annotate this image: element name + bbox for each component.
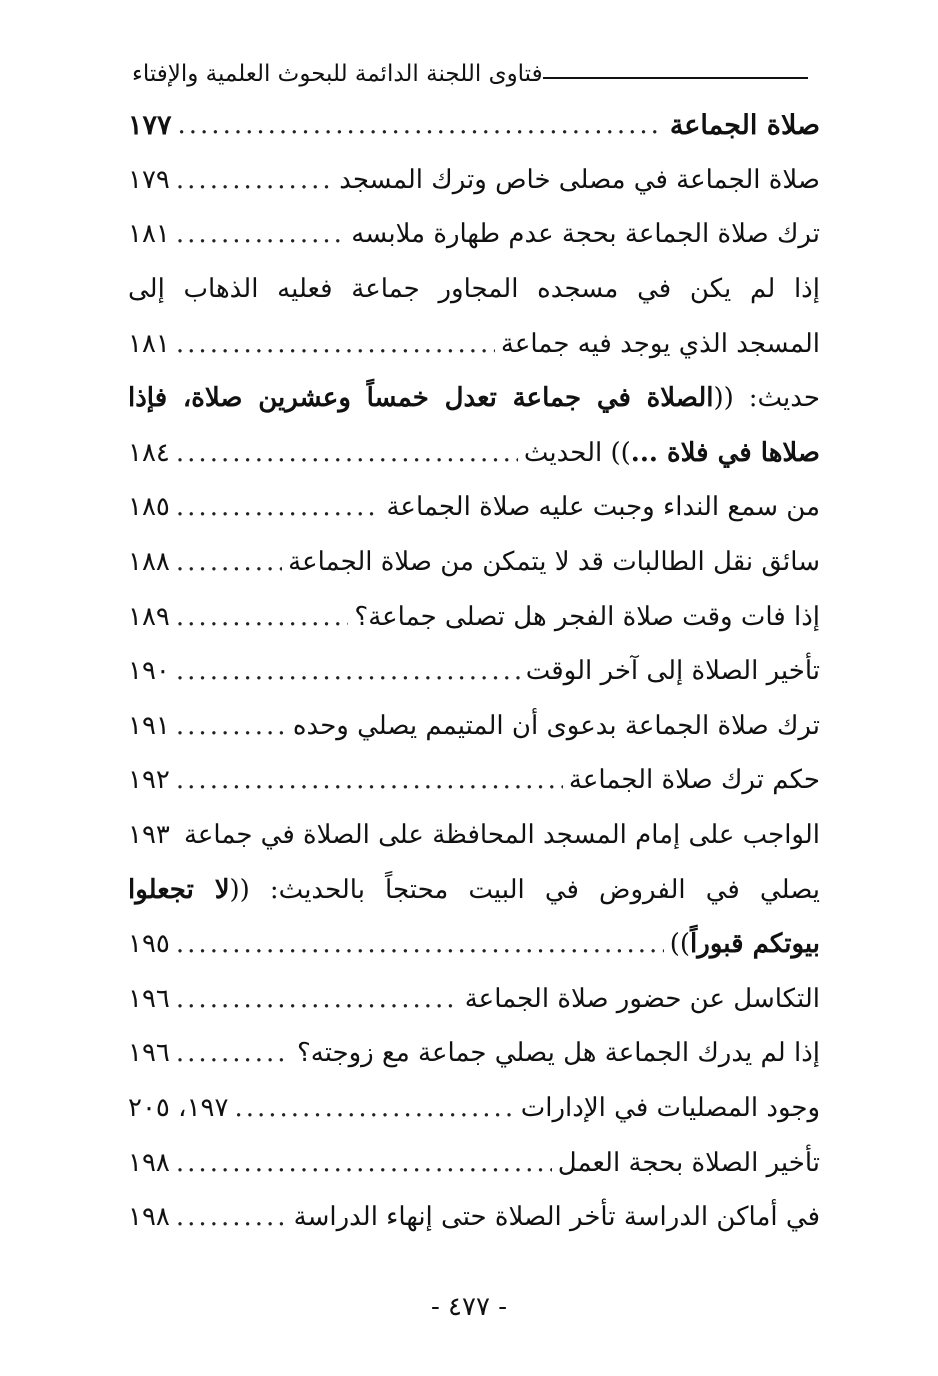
hadith-text: الصلاة في جماعة تعدل خمساً وعشرين صلاة، فإذا xyxy=(128,383,714,414)
entry-page: ١٧٩ xyxy=(128,164,170,195)
entry-prefix: حديث: (( xyxy=(713,383,820,414)
toc-entry xyxy=(128,535,820,590)
entry-suffix: )) xyxy=(669,929,691,960)
entry-page: ١٨١ xyxy=(128,219,170,250)
dot-leader xyxy=(176,494,381,520)
entry-page: ١٩٥ xyxy=(128,929,170,960)
dot-leader xyxy=(176,713,287,739)
entry-page: ١٨٨ xyxy=(128,547,170,578)
dot-leader xyxy=(176,931,664,957)
entry-title: الواجب على إمام المسجد المحافظة على الصلاة في جماعة xyxy=(183,820,820,851)
entry-page: ١٩٣ xyxy=(128,820,170,851)
entry-title: ترك صلاة الجماعة بحجة عدم طهارة ملابسه xyxy=(351,219,820,250)
toc-entry xyxy=(128,808,820,863)
dot-leader xyxy=(176,767,563,793)
entry-title: في أماكن الدراسة تأخر الصلاة حتى إنهاء الدراسة xyxy=(293,1202,820,1233)
hadith-text: صلاها في فلاة ... xyxy=(630,437,820,468)
toc-entry xyxy=(128,426,820,481)
dot-leader xyxy=(176,986,459,1012)
toc-entry xyxy=(128,644,820,699)
dot-leader xyxy=(176,822,178,848)
entry-page: ١٩٠ xyxy=(128,656,170,687)
entry-page: ١٨٩ xyxy=(128,601,170,632)
dot-leader xyxy=(176,1150,552,1176)
entry-page: ١٨٥ xyxy=(128,492,170,523)
toc-entry xyxy=(128,972,820,1027)
entry-page: ١٩١ xyxy=(128,710,170,741)
toc-entry xyxy=(128,589,820,644)
entry-title: صلاة الجماعة xyxy=(669,109,820,141)
dot-leader xyxy=(178,112,664,138)
entry-page: ١٩٨ xyxy=(128,1147,170,1178)
entry-title xyxy=(669,929,820,960)
toc-entry xyxy=(128,153,820,208)
entry-title: حكم ترك صلاة الجماعة xyxy=(568,765,820,796)
entry-title xyxy=(128,874,820,905)
toc-entry-wrapped-line xyxy=(128,371,820,426)
entry-page: ١٩٦ xyxy=(128,983,170,1014)
dot-leader xyxy=(176,167,333,193)
dot-leader xyxy=(176,1040,291,1066)
entry-title: وجود المصليات في الإدارات xyxy=(520,1092,820,1123)
toc-entry xyxy=(128,480,820,535)
entry-page: ١٩٢ xyxy=(128,765,170,796)
entry-title: صلاة الجماعة في مصلى خاص وترك المسجد xyxy=(339,164,820,195)
dot-leader xyxy=(176,440,518,466)
entry-prefix: يصلي في الفروض في البيت محتجاً بالحديث: (( xyxy=(229,874,820,905)
entry-title: تأخير الصلاة إلى آخر الوقت xyxy=(525,656,820,687)
entry-title: ترك صلاة الجماعة بدعوى أن المتيمم يصلي وحده xyxy=(292,710,820,741)
toc-entry xyxy=(128,1026,820,1081)
running-header xyxy=(132,54,818,94)
toc-section-heading xyxy=(128,98,820,153)
dot-leader xyxy=(234,1095,514,1121)
dot-leader xyxy=(176,658,520,684)
book-title: فتاوى اللجنة الدائمة للبحوث العلمية والإفتاء xyxy=(132,61,543,87)
entry-suffix: )) الحديث xyxy=(523,437,631,468)
dot-leader xyxy=(176,549,282,575)
entry-title xyxy=(128,383,820,414)
page-number: - ٤٧٧ - xyxy=(430,1292,508,1322)
toc-entry xyxy=(128,1081,820,1136)
toc-entry xyxy=(128,699,820,754)
entry-page: ١٨٤ xyxy=(128,437,170,468)
table-of-contents xyxy=(128,98,820,1244)
toc-entry xyxy=(128,917,820,972)
entry-title xyxy=(523,437,820,468)
toc-entry xyxy=(128,316,820,371)
toc-entry xyxy=(128,1190,820,1245)
entry-title: سائق نقل الطالبات قد لا يتمكن من صلاة الجماعة xyxy=(288,547,820,578)
entry-title: من سمع النداء وجبت عليه صلاة الجماعة xyxy=(386,492,820,523)
dot-leader xyxy=(176,604,348,630)
entry-title: إذا لم يكن في مسجده المجاور جماعة فعليه الذهاب إلى xyxy=(128,274,820,305)
entry-page: ١٧٧ xyxy=(128,109,172,141)
entry-page: ١٨١ xyxy=(128,328,170,359)
toc-entry-wrapped-line xyxy=(128,862,820,917)
entry-title: المسجد الذي يوجد فيه جماعة xyxy=(500,328,820,359)
hadith-text: بيوتكم قبوراً xyxy=(690,929,820,960)
dot-leader xyxy=(176,221,345,247)
hadith-text: لا تجعلوا xyxy=(128,874,230,905)
toc-entry xyxy=(128,753,820,808)
toc-entry xyxy=(128,207,820,262)
entry-page: ١٩٦ xyxy=(128,1038,170,1069)
entry-page: ١٩٧، ٢٠٥ xyxy=(128,1092,229,1123)
entry-title: إذا لم يدرك الجماعة هل يصلي جماعة مع زوجته؟ xyxy=(296,1038,820,1069)
header-rule xyxy=(543,77,808,79)
toc-entry-wrapped-line xyxy=(128,262,820,317)
entry-page: ١٩٨ xyxy=(128,1202,170,1233)
toc-entry xyxy=(128,1135,820,1190)
entry-title: تأخير الصلاة بحجة العمل xyxy=(557,1147,820,1178)
dot-leader xyxy=(176,1204,288,1230)
entry-title: التكاسل عن حضور صلاة الجماعة xyxy=(464,983,820,1014)
dot-leader xyxy=(176,331,495,357)
entry-title: إذا فات وقت صلاة الفجر هل تصلى جماعة؟ xyxy=(354,601,820,632)
